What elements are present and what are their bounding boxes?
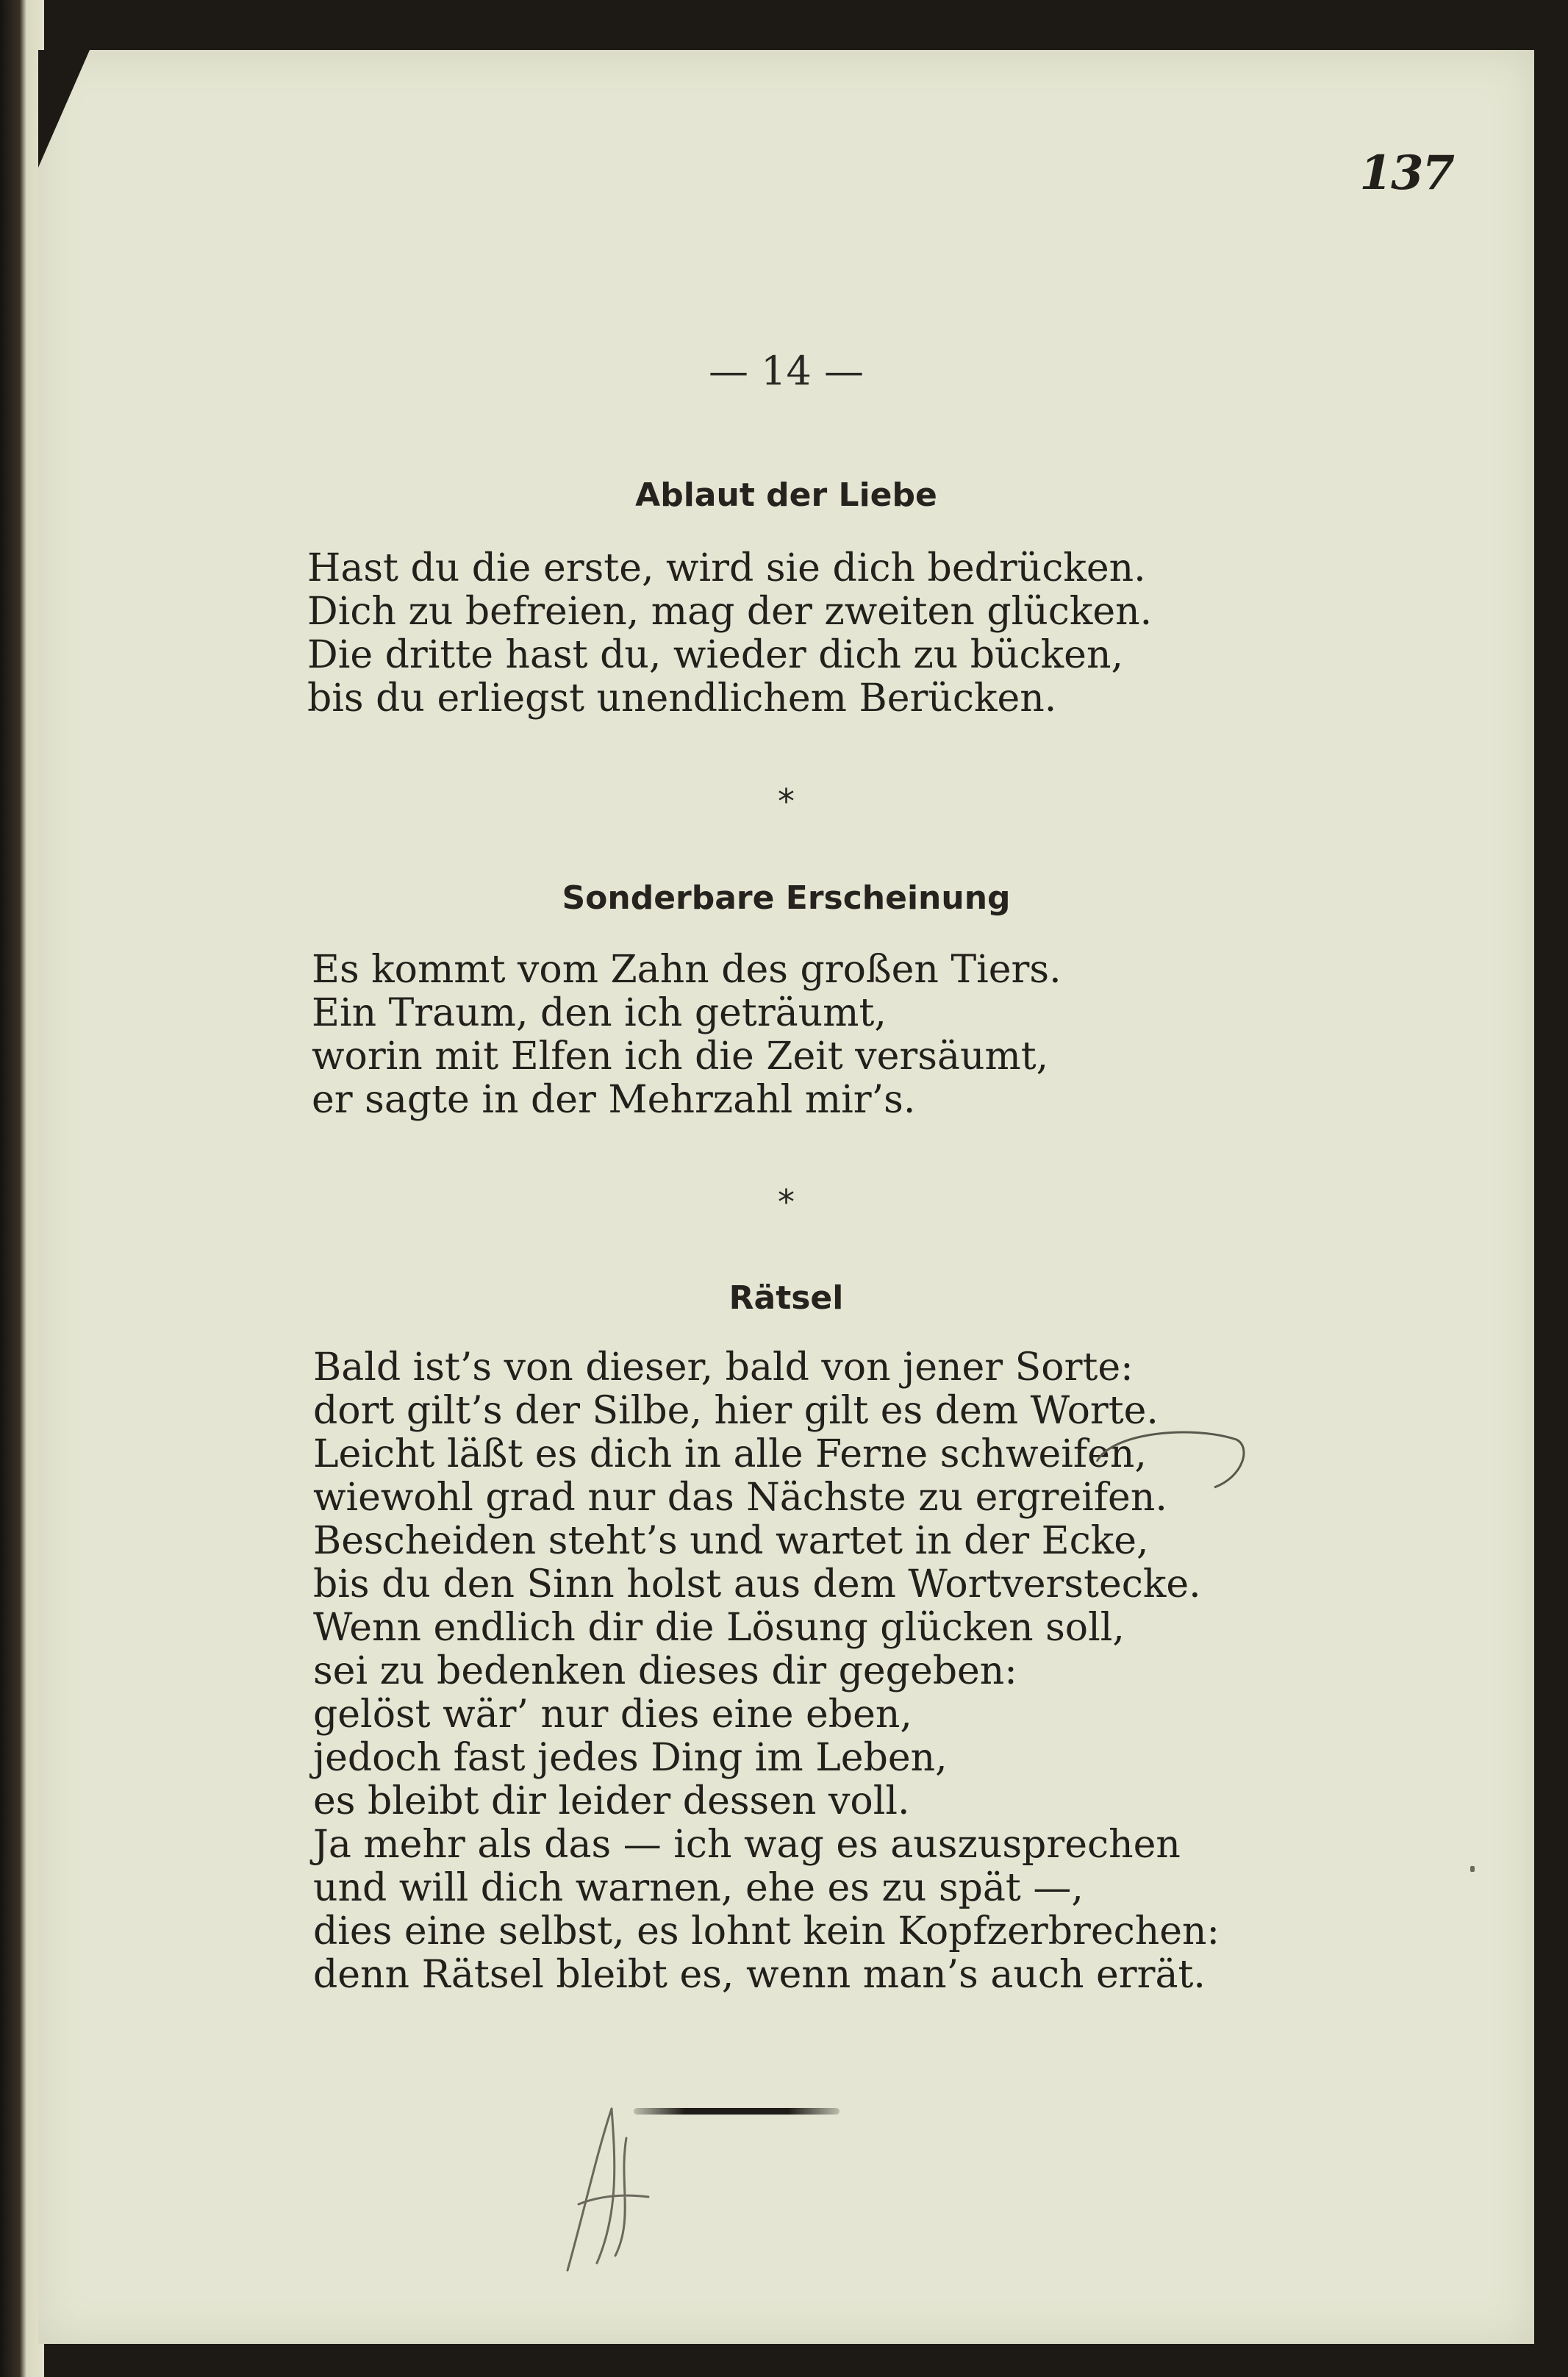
poem-title-ablaut: Ablaut der Liebe [635, 476, 937, 514]
pencil-signature [545, 2094, 692, 2285]
verse-line: Ein Traum, den ich geträumt, [312, 991, 887, 1035]
verse-line: es bleibt dir leider dessen voll. [313, 1779, 910, 1823]
poem-sonderbare-erscheinung [312, 948, 1378, 1122]
verse-line: Ja mehr als das — ich wag es auszusprechen [313, 1823, 1181, 1867]
page-number: — 14 — [708, 348, 864, 394]
verse-line: Dich zu befreien, mag der zweiten glücken. [307, 590, 1153, 634]
verse-line: und will dich warnen, ehe es zu spät —, [313, 1866, 1084, 1910]
section-separator: * [778, 782, 795, 821]
verse-line: Die dritte hast du, wieder dich zu bücken, [307, 633, 1123, 677]
verse-line: Wenn endlich dir die Lösung glücken soll, [313, 1606, 1125, 1650]
verse-line: bis du erliegst unendlichem Berücken. [307, 676, 1057, 721]
verse-line: wiewohl grad nur das Nächste zu ergreifen. [313, 1476, 1167, 1520]
poem-title-raetsel: Rätsel [728, 1279, 844, 1317]
verse-line: jedoch fast jedes Ding im Leben, [313, 1736, 948, 1780]
verse-line: er sagte in der Mehrzahl mir’s. [312, 1078, 916, 1122]
verse-line: gelöst wär’ nur dies eine eben, [313, 1693, 912, 1737]
verse-line: sei zu bedenken dieses dir gegeben: [313, 1649, 1017, 1693]
poem-title-sonderbare-erscheinung: Sonderbare Erscheinung [562, 879, 1011, 917]
section-separator: * [778, 1182, 795, 1222]
verse-line: Bescheiden steht’s und wartet in der Ecke, [313, 1519, 1149, 1563]
verse-line: worin mit Elfen ich die Zeit versäumt, [312, 1034, 1049, 1079]
torn-page-corner [38, 50, 90, 168]
paper-speck [1470, 1866, 1475, 1872]
book-binding-edge [0, 0, 44, 2377]
book-page [38, 50, 1534, 2344]
verse-line: Hast du die erste, wird sie dich bedrücken. [307, 546, 1146, 590]
archive-page-number: 137 [1359, 146, 1453, 201]
verse-line: bis du den Sinn holst aus dem Wortverstecke. [313, 1562, 1201, 1606]
pencil-circle-mark [1067, 1418, 1259, 1506]
poem-ablaut-der-liebe [307, 547, 1373, 721]
verse-line: denn Rätsel bleibt es, wenn man’s auch errät. [313, 1953, 1206, 1997]
verse-line: dies eine selbst, es lohnt kein Kopfzerbrechen: [313, 1909, 1220, 1954]
verse-line: dort gilt’s der Silbe, hier gilt es dem Worte. [313, 1389, 1159, 1433]
verse-line: Es kommt vom Zahn des großen Tiers. [312, 948, 1062, 992]
verse-line: Leicht läßt es dich in alle Ferne schweifen, [313, 1432, 1147, 1476]
verse-line: Bald ist’s von dieser, bald von jener Sorte: [313, 1345, 1134, 1390]
